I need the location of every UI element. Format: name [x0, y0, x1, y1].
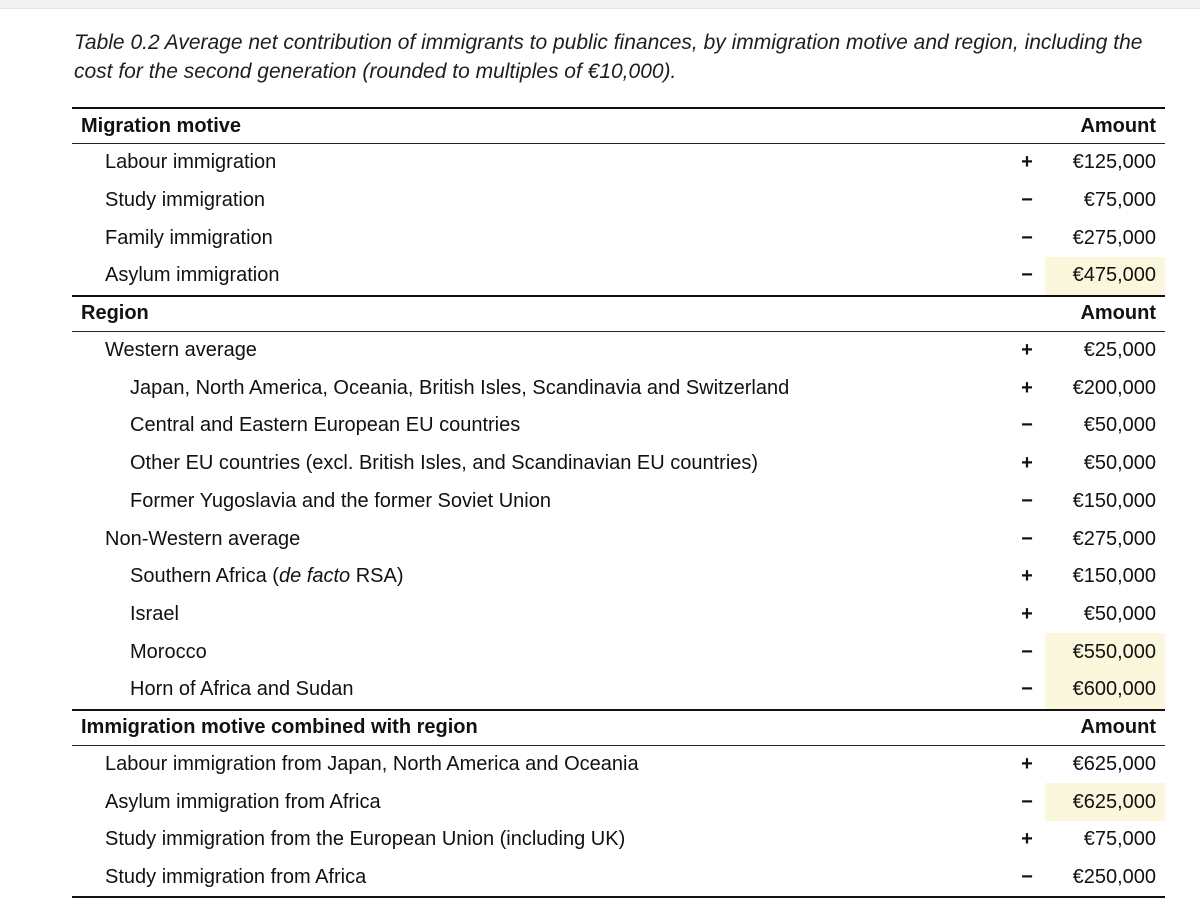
- row-sign: +: [1021, 565, 1033, 588]
- table-row: [72, 369, 1165, 407]
- table-row: [72, 821, 1165, 859]
- table-bottom-rule: [72, 896, 1165, 898]
- row-label: Central and Eastern European EU countries: [130, 414, 521, 437]
- section-title: Migration motive: [81, 114, 242, 137]
- row-label-suffix: RSA): [350, 565, 404, 588]
- row-label: Japan, North America, Oceania, British Isles, Scandinavia and Switzerland: [130, 376, 790, 399]
- row-sign: +: [1021, 752, 1033, 775]
- row-sign: −: [1021, 226, 1033, 249]
- table-row: [72, 783, 1165, 821]
- row-amount-highlighted: €475,000: [1045, 257, 1165, 295]
- row-sign: +: [1021, 602, 1033, 625]
- table-row: [72, 671, 1165, 709]
- row-sign: −: [1021, 640, 1033, 663]
- row-amount: €275,000: [1072, 226, 1156, 249]
- row-sign: −: [1021, 678, 1033, 701]
- row-amount: €625,000: [1072, 752, 1156, 775]
- row-amount: €275,000: [1072, 527, 1156, 550]
- row-label: [72, 565, 1009, 588]
- table-caption: Table 0.2 Average net contribution of immigrants to public finances, by immigration motive and region, including the cost for the second generation (rounded to multiples of €10,000).: [74, 31, 1143, 83]
- row-sign: −: [1021, 790, 1033, 813]
- row-sign: +: [1021, 151, 1033, 174]
- row-sign: −: [1021, 264, 1033, 287]
- table-row: [72, 596, 1165, 634]
- row-sign: −: [1021, 414, 1033, 437]
- row-amount: €75,000: [1083, 828, 1156, 851]
- table-row: [72, 859, 1165, 897]
- section-title: Region: [81, 302, 149, 325]
- row-label: Asylum immigration: [105, 264, 280, 287]
- table-row: [72, 144, 1165, 182]
- section-header-region: [72, 295, 1165, 332]
- row-label: Morocco: [130, 640, 207, 663]
- amount-header: Amount: [1080, 302, 1156, 325]
- row-amount: €50,000: [1083, 414, 1156, 437]
- table-row: [72, 558, 1165, 596]
- row-label: Non-Western average: [105, 527, 301, 550]
- row-label-prefix: Southern Africa (: [130, 565, 279, 588]
- row-label: Labour immigration: [105, 151, 277, 174]
- table-row: [72, 445, 1165, 483]
- row-sign: −: [1021, 189, 1033, 212]
- row-amount: €75,000: [1083, 189, 1156, 212]
- section-header-combined: [72, 709, 1165, 746]
- row-sign: −: [1021, 527, 1033, 550]
- table-row: [72, 520, 1165, 558]
- row-label: Study immigration from the European Union (including UK): [105, 828, 626, 851]
- amount-header: Amount: [1080, 716, 1156, 739]
- row-label: Western average: [105, 339, 257, 362]
- amount-header: Amount: [1080, 114, 1156, 137]
- row-label: Horn of Africa and Sudan: [130, 678, 354, 701]
- page-top-strip: [0, 0, 1200, 9]
- table-row: [72, 219, 1165, 257]
- row-sign: +: [1021, 828, 1033, 851]
- row-amount: €50,000: [1083, 602, 1156, 625]
- row-label: Family immigration: [105, 226, 273, 249]
- row-label-italic: de facto: [278, 565, 351, 588]
- row-sign: +: [1021, 339, 1033, 362]
- row-sign: +: [1021, 452, 1033, 475]
- row-label: Study immigration: [105, 189, 266, 212]
- section-title: Immigration motive combined with region: [81, 716, 478, 739]
- row-label: Israel: [130, 602, 179, 625]
- row-label: Other EU countries (excl. British Isles, and Scandinavian EU countries): [130, 452, 759, 475]
- row-amount: €25,000: [1083, 339, 1156, 362]
- table-row: [72, 332, 1165, 370]
- row-amount-highlighted: €550,000: [1045, 633, 1165, 671]
- table-row: [72, 407, 1165, 445]
- row-amount: €200,000: [1072, 376, 1156, 399]
- table-row: [72, 257, 1165, 295]
- row-label: Labour immigration from Japan, North America and Oceania: [105, 752, 639, 775]
- row-amount: €125,000: [1072, 151, 1156, 174]
- row-label: Study immigration from Africa: [105, 866, 367, 889]
- table-row: [72, 633, 1165, 671]
- table-row: [72, 483, 1165, 521]
- row-label: Former Yugoslavia and the former Soviet Union: [130, 489, 551, 512]
- table-row: [72, 182, 1165, 220]
- row-label: Asylum immigration from Africa: [105, 790, 381, 813]
- table-row: [72, 746, 1165, 784]
- row-amount: €150,000: [1072, 489, 1156, 512]
- row-sign: −: [1021, 489, 1033, 512]
- section-header-migration-motive: [72, 107, 1165, 144]
- row-amount-highlighted: €600,000: [1045, 671, 1165, 709]
- row-amount: €150,000: [1072, 565, 1156, 588]
- row-sign: −: [1021, 866, 1033, 889]
- row-amount-highlighted: €625,000: [1045, 783, 1165, 821]
- row-sign: +: [1021, 376, 1033, 399]
- row-amount: €50,000: [1083, 452, 1156, 475]
- contribution-table: [72, 107, 1165, 898]
- row-amount: €250,000: [1072, 866, 1156, 889]
